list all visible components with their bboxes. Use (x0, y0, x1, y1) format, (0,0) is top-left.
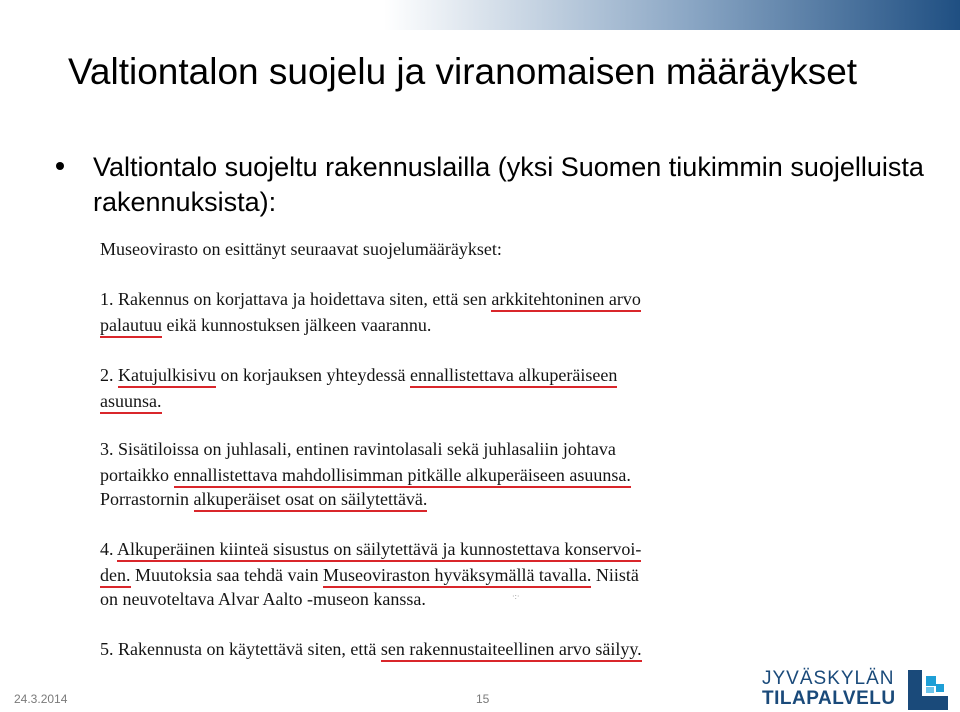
scan-underlined-text: den. (100, 565, 131, 588)
jyvaskylan-tilapalvelu-logo (762, 668, 952, 712)
scan-item-4-line-1 (100, 538, 641, 560)
logo-line-1: JYVÄSKYLÄN (762, 668, 895, 689)
scan-item-5-line-1 (100, 638, 642, 660)
scan-underlined-text: palautuu (100, 315, 162, 338)
scan-noise-speck: ·:· (512, 592, 520, 601)
footer-date: 24.3.2014 (14, 692, 68, 706)
scan-item-3-line-2 (100, 464, 631, 486)
scan-text: Muutoksia saa tehdä vain (130, 565, 323, 585)
scan-item-4-line-2 (100, 564, 639, 586)
logo-line-2: TILAPALVELU (762, 688, 896, 709)
scanned-document-excerpt (92, 232, 742, 668)
scan-item-2-line-2 (100, 390, 162, 412)
scan-underlined-text: arkkitehtoninen arvo (491, 289, 640, 312)
scan-underlined-text: alkuperäiset osat on säilytettävä. (194, 489, 428, 512)
scan-item-1-line-1 (100, 288, 641, 310)
logo-mark-icon (908, 670, 948, 710)
footer-page-number: 15 (476, 692, 490, 706)
scan-underlined-text: ennallistettava alkuperäiseen (410, 365, 617, 388)
scan-text: on korjauksen yhteydessä (216, 365, 410, 385)
slide-title: Valtiontalon suojelu ja viranomaisen määräykset (68, 51, 858, 92)
bullet-dot-icon (56, 162, 64, 170)
scan-text: 4. (100, 539, 118, 559)
bullet-text: Valtiontalo suojeltu rakennuslailla (yksi Suomen tiukimmin suojelluista rakennuksista): (93, 152, 924, 217)
scan-underlined-text: Alkuperäinen kiinteä sisustus on säilytettävä ja kunnostettava konservoi- (117, 539, 641, 562)
scan-item-3-line-3 (100, 488, 427, 510)
scan-item-1-line-2 (100, 314, 431, 336)
scan-underlined-text: sen rakennustaiteellinen arvo säilyy. (381, 639, 642, 662)
scan-underlined-text: asuunsa. (100, 391, 162, 414)
scan-text: 1. Rakennus on korjattava ja hoidettava siten, että sen (100, 289, 492, 309)
scan-text: Niistä (591, 565, 639, 585)
scan-text: eikä kunnostuksen jälkeen vaarannu. (161, 315, 432, 335)
scan-heading: Museovirasto on esittänyt seuraavat suojelumääräykset: (100, 239, 502, 259)
scan-text: portaikko (100, 465, 174, 485)
scan-underlined-text: Katujulkisivu (118, 365, 216, 388)
scan-underlined-text: ennallistettava mahdollisimman pitkälle alkuperäiseen asuunsa. (174, 465, 631, 488)
scan-item-2-line-1 (100, 364, 617, 386)
scan-item-3-line-1 (100, 438, 616, 460)
scan-text: 3. Sisätiloissa on juhlasali, entinen ravintolasali sekä juhlasaliin johtava (100, 439, 616, 459)
header-gradient-bar (0, 0, 960, 30)
scan-text: Porrastornin (100, 489, 194, 509)
scan-text: 2. (100, 365, 118, 385)
bullet-item (56, 150, 936, 220)
scan-underlined-text: Museoviraston hyväksymällä tavalla. (323, 565, 591, 588)
scan-text: 5. Rakennusta on käytettävä siten, että (100, 639, 381, 659)
scan-item-4-line-3 (100, 588, 426, 610)
scan-text: on neuvoteltava Alvar Aalto -museon kanssa. (100, 589, 426, 609)
